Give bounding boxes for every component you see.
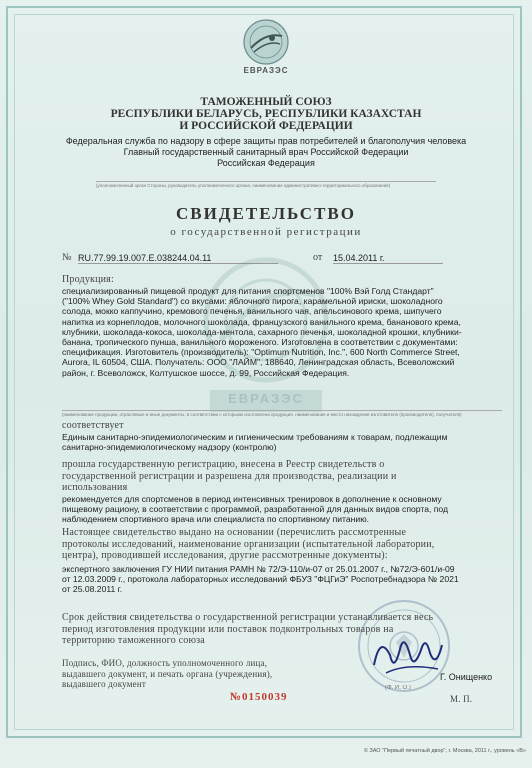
usage-text (62, 494, 502, 525)
eurasec-emblem-icon (242, 18, 290, 66)
usage-line-3: наблюдением спортивного врача или специалиста по спортивному питанию. (62, 514, 370, 525)
product-line: банана, тропического пунша, ванильного мороженого. Изготовлена в соответствии с документами: (62, 337, 458, 348)
union-line-2: РЕСПУБЛИКИ БЕЛАРУСЬ, РЕСПУБЛИКИ КАЗАХСТАН (110, 108, 422, 120)
signature-line-1: Подпись, ФИО, должность уполномоченного лица, (62, 658, 268, 668)
registered-line-1: прошла государственную регистрацию, внесена в Реестр свидетельств о (62, 459, 385, 470)
product-label: Продукция: (62, 274, 114, 285)
signatory-caption: (Ф. И. О.) (385, 685, 411, 691)
basis-line-1: Настоящее свидетельство выдано на основании (перечислить рассмотренные (62, 527, 407, 538)
compliance-label: соответствует (62, 420, 124, 431)
basis-document-3: от 25.08.2011 г. (62, 584, 123, 595)
usage-line-2: пищевому рациону, в соответствии с программой, разработанной для данных видов спорта, под (62, 504, 449, 515)
stamp-place-label: М. П. (450, 694, 473, 704)
authority-line-1: Федеральная служба по надзору в сфере защиты прав потребителей и благополучия человека (65, 136, 467, 146)
product-line: напитка из корнеплодов, молочного шоколада, французского ванильного крема, бананового крема, (62, 316, 461, 327)
signatory-name: Г. Онищенко (440, 672, 493, 682)
authority-line-2: Главный государственный санитарный врач Российской Федерации (123, 147, 409, 157)
validity-line-1: Срок действия свидетельства о государственной регистрации устанавливается весь (62, 612, 434, 623)
compliance-text (62, 432, 502, 452)
registered-line-2: государственной регистрации и разрешена для производства, реализации и (62, 470, 397, 482)
product-line: ("100% Whey Gold Standard") со вкусами: яблочного пирога, карамельной ириски, шоколадного (62, 296, 443, 307)
product-description (62, 286, 502, 378)
registered-line-3: использования (62, 482, 128, 493)
union-line-3: И РОССИЙСКОЙ ФЕДЕРАЦИИ (179, 120, 353, 132)
compliance-line-2: санитарно-эпидемиологическому надзору (контролю) (62, 442, 277, 453)
authority-line-3: Российская Федерация (217, 158, 315, 168)
union-line-1: ТАМОЖЕННЫЙ СОЮЗ (200, 96, 332, 108)
signature-icon (366, 625, 446, 685)
signature-line-2: выдавшего документ, и печать органа (учреждения), (62, 668, 273, 679)
registered-text (62, 459, 502, 494)
emblem-label: ЕВРАЗЭС (243, 66, 289, 75)
basis-document-1: экспертного заключения ГУ НИИ питания РАМН № 72/Э-110/и-07 от 25.01.2007 г., №72/Э-601/и-09 (62, 564, 455, 574)
basis-line-2: протоколы исследований, наименование организации (испытательной лаборатории, (62, 538, 435, 550)
registration-number-label: № (62, 252, 72, 263)
registration-date: 15.04.2011 г. (333, 253, 443, 264)
serial-number: №0150039 (230, 691, 288, 703)
registration-date-label: от (313, 252, 323, 263)
product-line: клубники, шоколада-кокоса, шоколада-ментола, сахарного печенья, шоколадной крошки, клубники- (62, 326, 462, 337)
product-caption: (наименование продукции, отраслевые и иные документы, в соответствии с которыми изготовлена продукция, наименование и место нахождения изготовителя (производителя), получателя) (62, 410, 502, 417)
validity-line-3: территорию таможенного союза (62, 635, 205, 646)
signature-line-3: выдавшего документ (62, 679, 147, 689)
basis-documents (62, 564, 507, 595)
authority-caption: (уполномоченный орган Стороны, руководитель уполномоченного органа, наименование административно-территориального образования) (96, 181, 436, 188)
basis-document-2: от 12.03.2009 г., протокола лабораторных исследований ФБУЗ "ФЦГиЭ" Роспотребнадзора № 2021 (62, 574, 459, 585)
usage-line-1: рекомендуется для спортсменов в период интенсивных тренировок в дополнение к основному (62, 494, 442, 504)
product-line: район, г. Всеволожск, Колтушское шоссе, д. 99, Российская Федерация. (62, 367, 350, 378)
document-subtitle: о государственной регистрации (170, 226, 362, 238)
registration-number: RU.77.99.19.007.Е.038244.04.11 (78, 253, 278, 264)
printer-imprint: © ЗАО "Первый печатный двор", г. Москва, 2011 г., уровень «В» (363, 748, 526, 754)
product-line: солода, мокко каппучино, кремового печенья, ванильного чая, апельсинового крема, шипучего (62, 306, 442, 317)
signature-text (62, 658, 362, 690)
validity-line-2: период изготовления продукции или поставок подконтрольных товаров на (62, 623, 394, 635)
product-line: Aurora, IL 60504, США. Получатель: ООО "ЛАЙМ", 188640, Ленинградская область, Всеволожский (62, 357, 455, 368)
product-line: специализированный пищевой продукт для питания спортсменов "100% Вэй Голд Стандарт" (62, 286, 434, 296)
basis-text (62, 527, 502, 562)
watermark-label: ЕВРАЗЭС (228, 391, 304, 406)
basis-line-3: центра), проводившей исследования, другие рассмотренные документы): (62, 550, 388, 561)
compliance-line-1: Единым санитарно-эпидемиологическим и гигиеническим требованиям к товарам, подлежащим (62, 432, 448, 442)
product-line: спецификация. Изготовитель (производитель): "Optimum Nutrition, Inc.", 600 North Commerce Street, (62, 347, 460, 358)
document-title: СВИДЕТЕЛЬСТВО (176, 204, 356, 223)
